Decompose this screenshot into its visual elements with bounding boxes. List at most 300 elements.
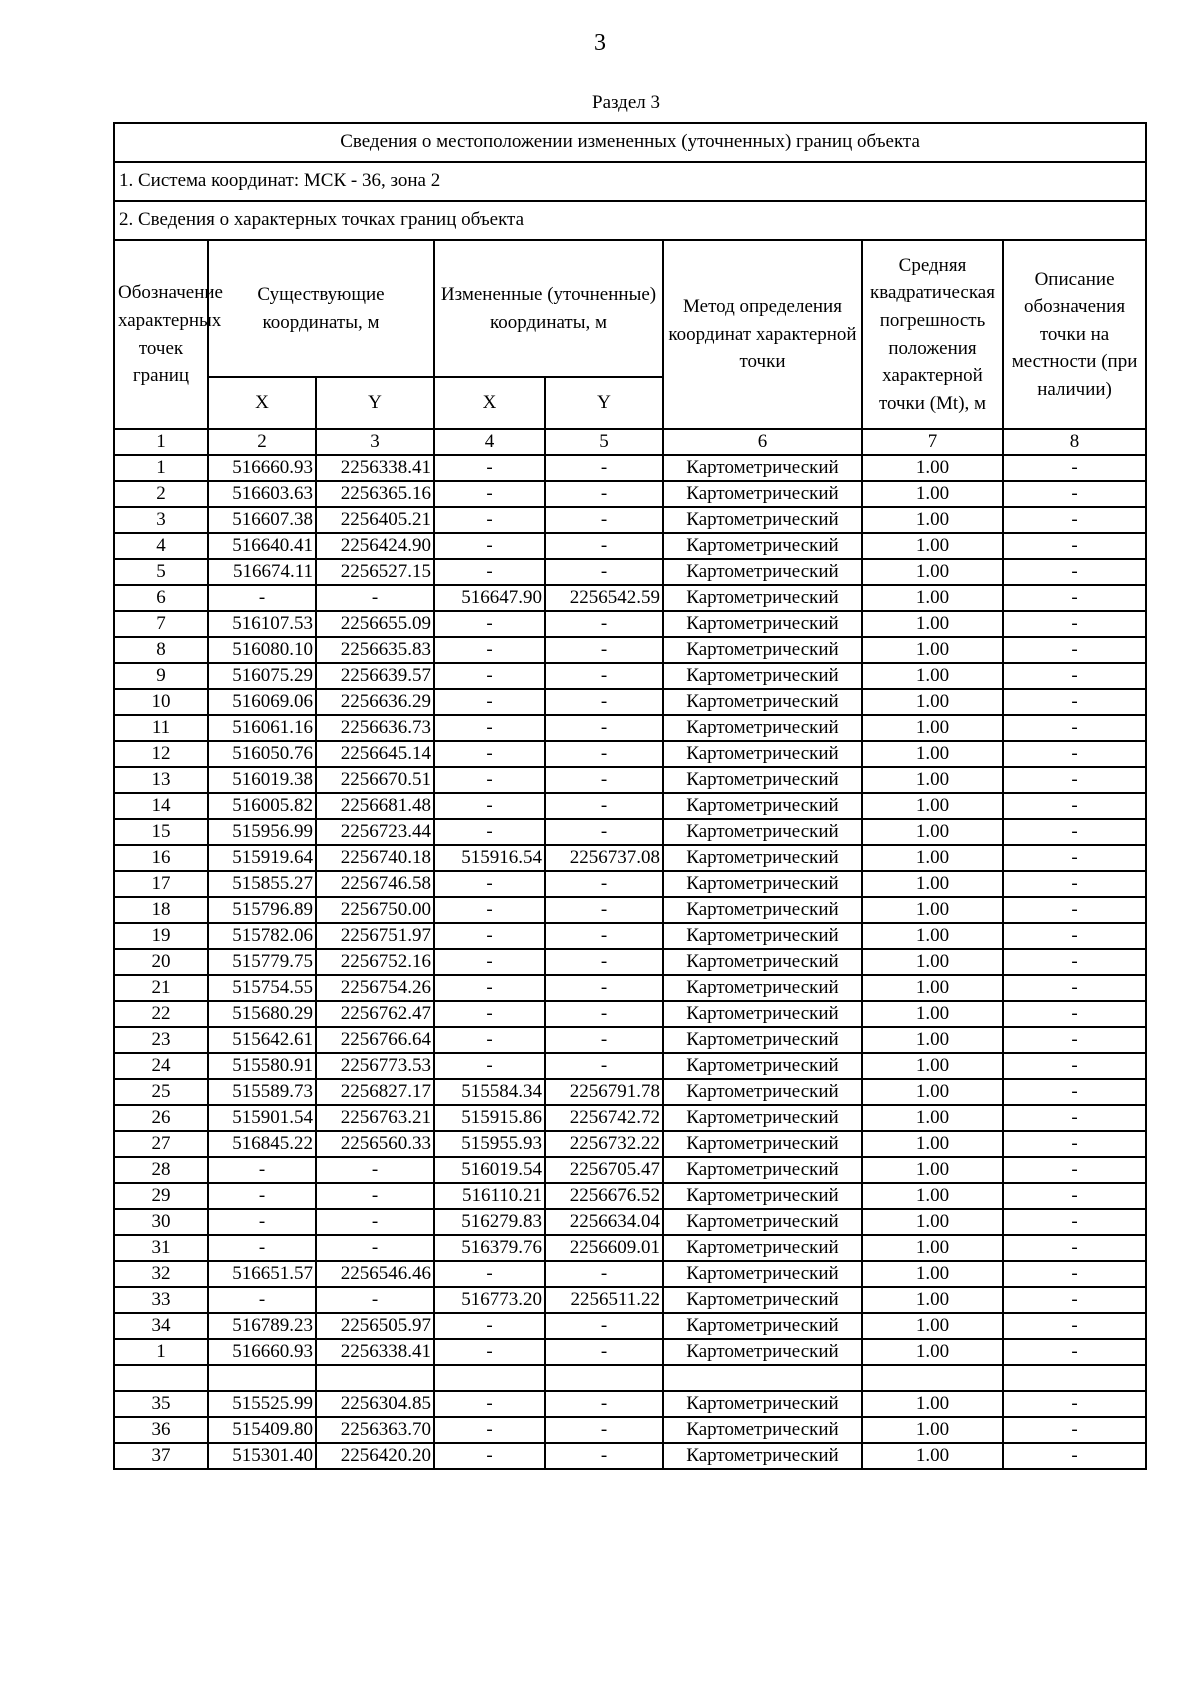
cell-description: -: [1003, 1417, 1146, 1443]
table-row: [114, 793, 1146, 819]
table-row: [114, 559, 1146, 585]
cell-error: 1.00: [862, 481, 1003, 507]
cell-existing-y: 2256304.85: [316, 1391, 434, 1417]
table-row: [114, 507, 1146, 533]
cell-point-id: 29: [114, 1183, 208, 1209]
cell-description: -: [1003, 1443, 1146, 1469]
header-existing-x: X: [208, 377, 316, 429]
cell-error: 1.00: [862, 767, 1003, 793]
cell-method: Картометрический: [663, 897, 862, 923]
cell-error: 1.00: [862, 1053, 1003, 1079]
cell-changed-x: 516019.54: [434, 1157, 545, 1183]
table-title: Сведения о местоположении измененных (уточненных) границ объекта: [114, 123, 1146, 162]
cell-description: -: [1003, 637, 1146, 663]
cell-changed-y: [545, 1365, 663, 1391]
header-existing-y: Y: [316, 377, 434, 429]
cell-changed-y: -: [545, 923, 663, 949]
cell-changed-x: -: [434, 637, 545, 663]
table-row: [114, 663, 1146, 689]
cell-existing-y: 2256527.15: [316, 559, 434, 585]
cell-method: Картометрический: [663, 663, 862, 689]
section-title: Раздел 3: [592, 92, 660, 113]
cell-changed-y: -: [545, 455, 663, 481]
cell-error: 1.00: [862, 1417, 1003, 1443]
cell-existing-y: 2256670.51: [316, 767, 434, 793]
cell-method: Картометрический: [663, 1313, 862, 1339]
table-row: [114, 533, 1146, 559]
cell-existing-x: 516660.93: [208, 1339, 316, 1365]
cell-changed-x: -: [434, 1261, 545, 1287]
cell-error: 1.00: [862, 1235, 1003, 1261]
cell-description: -: [1003, 455, 1146, 481]
cell-point-id: 2: [114, 481, 208, 507]
cell-method: Картометрический: [663, 949, 862, 975]
cell-method: Картометрический: [663, 585, 862, 611]
cell-changed-y: -: [545, 1261, 663, 1287]
coordinate-system: 1. Система координат: МСК - 36, зона 2: [114, 162, 1146, 201]
cell-method: Картометрический: [663, 1079, 862, 1105]
cell-existing-y: 2256363.70: [316, 1417, 434, 1443]
table-row: [114, 1443, 1146, 1469]
table-row: [114, 1313, 1146, 1339]
cell-existing-x: 516080.10: [208, 637, 316, 663]
cell-existing-y: 2256827.17: [316, 1079, 434, 1105]
column-number: 7: [862, 429, 1003, 455]
cell-existing-y: [316, 1365, 434, 1391]
cell-method: Картометрический: [663, 455, 862, 481]
cell-existing-x: 515525.99: [208, 1391, 316, 1417]
cell-method: Картометрический: [663, 1001, 862, 1027]
cell-description: -: [1003, 819, 1146, 845]
cell-error: 1.00: [862, 1157, 1003, 1183]
cell-existing-x: 516061.16: [208, 715, 316, 741]
cell-error: 1.00: [862, 533, 1003, 559]
cell-existing-x: 515580.91: [208, 1053, 316, 1079]
cell-existing-y: 2256763.21: [316, 1105, 434, 1131]
cell-changed-y: -: [545, 1313, 663, 1339]
cell-existing-y: 2256754.26: [316, 975, 434, 1001]
cell-existing-y: 2256681.48: [316, 793, 434, 819]
cell-error: 1.00: [862, 871, 1003, 897]
cell-existing-x: -: [208, 1183, 316, 1209]
cell-description: -: [1003, 559, 1146, 585]
cell-point-id: 31: [114, 1235, 208, 1261]
cell-existing-y: 2256338.41: [316, 455, 434, 481]
cell-point-id: 14: [114, 793, 208, 819]
cell-changed-y: -: [545, 1443, 663, 1469]
cell-changed-x: 515915.86: [434, 1105, 545, 1131]
cell-existing-x: 516660.93: [208, 455, 316, 481]
cell-method: Картометрический: [663, 1209, 862, 1235]
cell-changed-x: 516110.21: [434, 1183, 545, 1209]
cell-changed-x: -: [434, 559, 545, 585]
cell-changed-x: -: [434, 949, 545, 975]
table-row: [114, 1053, 1146, 1079]
cell-description: -: [1003, 767, 1146, 793]
cell-changed-y: -: [545, 793, 663, 819]
table-row: [114, 715, 1146, 741]
cell-error: 1.00: [862, 715, 1003, 741]
table-row: [114, 637, 1146, 663]
cell-description: -: [1003, 1131, 1146, 1157]
cell-existing-x: [208, 1365, 316, 1391]
cell-description: -: [1003, 507, 1146, 533]
cell-existing-x: -: [208, 1209, 316, 1235]
cell-error: 1.00: [862, 1287, 1003, 1313]
cell-method: Картометрический: [663, 1443, 862, 1469]
cell-existing-y: 2256751.97: [316, 923, 434, 949]
cell-error: 1.00: [862, 1001, 1003, 1027]
cell-existing-y: 2256740.18: [316, 845, 434, 871]
cell-point-id: 9: [114, 663, 208, 689]
cell-method: Картометрический: [663, 1235, 862, 1261]
header-error: Средняя квадратическая погрешность положения характерной точки (Mt), м: [862, 240, 1003, 429]
cell-changed-y: 2256742.72: [545, 1105, 663, 1131]
cell-existing-x: 515642.61: [208, 1027, 316, 1053]
cell-method: Картометрический: [663, 1339, 862, 1365]
cell-method: Картометрический: [663, 637, 862, 663]
cell-existing-y: 2256636.29: [316, 689, 434, 715]
cell-existing-y: 2256338.41: [316, 1339, 434, 1365]
table-row: [114, 1391, 1146, 1417]
table-row: [114, 1079, 1146, 1105]
cell-existing-x: 516005.82: [208, 793, 316, 819]
cell-existing-x: 515409.80: [208, 1417, 316, 1443]
cell-existing-y: 2256560.33: [316, 1131, 434, 1157]
table-row: [114, 975, 1146, 1001]
table-row: [114, 1339, 1146, 1365]
cell-changed-x: -: [434, 1313, 545, 1339]
cell-description: -: [1003, 741, 1146, 767]
cell-description: -: [1003, 1157, 1146, 1183]
table-row: [114, 1287, 1146, 1313]
cell-changed-x: 516647.90: [434, 585, 545, 611]
cell-description: -: [1003, 611, 1146, 637]
cell-changed-x: -: [434, 1001, 545, 1027]
page-number: 3: [594, 30, 606, 56]
cell-existing-y: -: [316, 1287, 434, 1313]
table-row: [114, 455, 1146, 481]
cell-method: Картометрический: [663, 975, 862, 1001]
cell-error: 1.00: [862, 1131, 1003, 1157]
cell-changed-x: -: [434, 533, 545, 559]
cell-point-id: 32: [114, 1261, 208, 1287]
cell-changed-x: -: [434, 1053, 545, 1079]
column-number: 5: [545, 429, 663, 455]
cell-description: -: [1003, 1391, 1146, 1417]
cell-changed-x: 515916.54: [434, 845, 545, 871]
table-row: [114, 481, 1146, 507]
cell-error: 1.00: [862, 1339, 1003, 1365]
cell-changed-y: -: [545, 1391, 663, 1417]
cell-existing-y: 2256645.14: [316, 741, 434, 767]
cell-description: -: [1003, 663, 1146, 689]
cell-error: 1.00: [862, 897, 1003, 923]
cell-point-id: 36: [114, 1417, 208, 1443]
cell-existing-x: 515779.75: [208, 949, 316, 975]
cell-existing-x: 516607.38: [208, 507, 316, 533]
table-row: [114, 1183, 1146, 1209]
cell-method: Картометрический: [663, 819, 862, 845]
cell-method: Картометрический: [663, 741, 862, 767]
table-row: [114, 845, 1146, 871]
cell-changed-x: -: [434, 481, 545, 507]
cell-point-id: 12: [114, 741, 208, 767]
cell-method: Картометрический: [663, 533, 862, 559]
cell-point-id: 20: [114, 949, 208, 975]
cell-method: Картометрический: [663, 1183, 862, 1209]
cell-point-id: 23: [114, 1027, 208, 1053]
cell-point-id: 7: [114, 611, 208, 637]
cell-existing-x: 516019.38: [208, 767, 316, 793]
cell-description: [1003, 1365, 1146, 1391]
cell-method: Картометрический: [663, 507, 862, 533]
cell-changed-y: -: [545, 689, 663, 715]
table-row: [114, 897, 1146, 923]
cell-point-id: 15: [114, 819, 208, 845]
header-description: Описание обозначения точки на местности (при наличии): [1003, 240, 1146, 429]
cell-changed-x: -: [434, 689, 545, 715]
cell-changed-x: [434, 1365, 545, 1391]
cell-method: Картометрический: [663, 1261, 862, 1287]
cell-existing-x: 516603.63: [208, 481, 316, 507]
cell-error: 1.00: [862, 637, 1003, 663]
cell-error: 1.00: [862, 1261, 1003, 1287]
cell-changed-y: -: [545, 871, 663, 897]
cell-point-id: [114, 1365, 208, 1391]
cell-description: -: [1003, 1235, 1146, 1261]
cell-existing-y: 2256655.09: [316, 611, 434, 637]
cell-point-id: 5: [114, 559, 208, 585]
cell-point-id: 11: [114, 715, 208, 741]
cell-method: Картометрический: [663, 559, 862, 585]
cell-method: Картометрический: [663, 1053, 862, 1079]
cell-method: Картометрический: [663, 1157, 862, 1183]
column-number: 6: [663, 429, 862, 455]
cell-description: -: [1003, 1339, 1146, 1365]
cell-changed-y: -: [545, 611, 663, 637]
cell-changed-y: 2256511.22: [545, 1287, 663, 1313]
cell-existing-y: 2256723.44: [316, 819, 434, 845]
cell-description: -: [1003, 715, 1146, 741]
cell-method: Картометрический: [663, 923, 862, 949]
cell-description: -: [1003, 1209, 1146, 1235]
cell-changed-y: -: [545, 975, 663, 1001]
cell-changed-y: -: [545, 819, 663, 845]
cell-existing-x: -: [208, 1235, 316, 1261]
cell-point-id: 26: [114, 1105, 208, 1131]
cell-point-id: 16: [114, 845, 208, 871]
table-row: [114, 767, 1146, 793]
cell-changed-x: -: [434, 1391, 545, 1417]
cell-changed-y: -: [545, 741, 663, 767]
cell-existing-y: 2256546.46: [316, 1261, 434, 1287]
cell-existing-x: 515589.73: [208, 1079, 316, 1105]
cell-existing-y: 2256762.47: [316, 1001, 434, 1027]
cell-description: -: [1003, 1027, 1146, 1053]
cell-existing-y: 2256766.64: [316, 1027, 434, 1053]
cell-description: -: [1003, 1261, 1146, 1287]
column-number: 4: [434, 429, 545, 455]
cell-existing-y: 2256405.21: [316, 507, 434, 533]
cell-point-id: 19: [114, 923, 208, 949]
table-row: [114, 611, 1146, 637]
cell-existing-y: 2256746.58: [316, 871, 434, 897]
cell-point-id: 21: [114, 975, 208, 1001]
cell-changed-x: -: [434, 871, 545, 897]
cell-description: -: [1003, 1079, 1146, 1105]
cell-changed-x: 515584.34: [434, 1079, 545, 1105]
cell-existing-y: 2256424.90: [316, 533, 434, 559]
cell-existing-x: 515754.55: [208, 975, 316, 1001]
cell-error: 1.00: [862, 1027, 1003, 1053]
cell-description: -: [1003, 871, 1146, 897]
cell-description: -: [1003, 793, 1146, 819]
cell-point-id: 18: [114, 897, 208, 923]
cell-description: -: [1003, 975, 1146, 1001]
cell-existing-x: 516640.41: [208, 533, 316, 559]
table-row: [114, 1235, 1146, 1261]
cell-existing-x: 516069.06: [208, 689, 316, 715]
table-row: [114, 585, 1146, 611]
cell-error: 1.00: [862, 1443, 1003, 1469]
cell-changed-y: 2256791.78: [545, 1079, 663, 1105]
cell-error: 1.00: [862, 1391, 1003, 1417]
table-row: [114, 819, 1146, 845]
cell-error: 1.00: [862, 507, 1003, 533]
cell-changed-y: 2256737.08: [545, 845, 663, 871]
cell-changed-x: -: [434, 1027, 545, 1053]
cell-error: [862, 1365, 1003, 1391]
cell-changed-x: -: [434, 1443, 545, 1469]
cell-point-id: 8: [114, 637, 208, 663]
cell-error: 1.00: [862, 689, 1003, 715]
table-row: [114, 1365, 1146, 1391]
cell-changed-y: -: [545, 507, 663, 533]
cell-point-id: 30: [114, 1209, 208, 1235]
cell-point-id: 6: [114, 585, 208, 611]
cell-changed-y: 2256542.59: [545, 585, 663, 611]
header-changed-coordinates: Измененные (уточненные) координаты, м: [434, 240, 663, 377]
cell-error: 1.00: [862, 1079, 1003, 1105]
cell-existing-x: 515680.29: [208, 1001, 316, 1027]
cell-existing-x: 516075.29: [208, 663, 316, 689]
cell-changed-y: -: [545, 715, 663, 741]
cell-method: Картометрический: [663, 871, 862, 897]
cell-changed-x: -: [434, 741, 545, 767]
cell-changed-x: -: [434, 767, 545, 793]
table-row: [114, 949, 1146, 975]
cell-existing-y: -: [316, 1183, 434, 1209]
cell-existing-x: 515901.54: [208, 1105, 316, 1131]
cell-existing-x: 515919.64: [208, 845, 316, 871]
cell-error: 1.00: [862, 949, 1003, 975]
cell-error: 1.00: [862, 611, 1003, 637]
cell-existing-x: 515782.06: [208, 923, 316, 949]
cell-method: Картометрический: [663, 715, 862, 741]
cell-method: Картометрический: [663, 689, 862, 715]
cell-existing-y: -: [316, 1209, 434, 1235]
cell-existing-x: -: [208, 585, 316, 611]
cell-error: 1.00: [862, 923, 1003, 949]
cell-changed-y: 2256676.52: [545, 1183, 663, 1209]
cell-existing-x: 515855.27: [208, 871, 316, 897]
header-existing-coordinates: Существующие координаты, м: [208, 240, 434, 377]
cell-method: [663, 1365, 862, 1391]
cell-changed-x: -: [434, 923, 545, 949]
cell-error: 1.00: [862, 741, 1003, 767]
table-row: [114, 923, 1146, 949]
cell-error: 1.00: [862, 585, 1003, 611]
cell-existing-y: -: [316, 1157, 434, 1183]
cell-changed-y: 2256634.04: [545, 1209, 663, 1235]
cell-existing-x: 516845.22: [208, 1131, 316, 1157]
cell-error: 1.00: [862, 793, 1003, 819]
cell-error: 1.00: [862, 1313, 1003, 1339]
cell-existing-y: 2256750.00: [316, 897, 434, 923]
cell-method: Картометрический: [663, 793, 862, 819]
cell-error: 1.00: [862, 975, 1003, 1001]
cell-existing-x: 515301.40: [208, 1443, 316, 1469]
cell-error: 1.00: [862, 455, 1003, 481]
table-row: [114, 1417, 1146, 1443]
column-number: 3: [316, 429, 434, 455]
cell-error: 1.00: [862, 559, 1003, 585]
cell-changed-y: 2256609.01: [545, 1235, 663, 1261]
cell-error: 1.00: [862, 1209, 1003, 1235]
cell-point-id: 1: [114, 455, 208, 481]
table-row: [114, 1027, 1146, 1053]
table-row: [114, 1131, 1146, 1157]
cell-changed-x: 516773.20: [434, 1287, 545, 1313]
cell-changed-y: -: [545, 1001, 663, 1027]
cell-description: -: [1003, 1053, 1146, 1079]
cell-point-id: 34: [114, 1313, 208, 1339]
cell-changed-x: -: [434, 819, 545, 845]
cell-method: Картометрический: [663, 845, 862, 871]
cell-existing-y: 2256639.57: [316, 663, 434, 689]
cell-method: Картометрический: [663, 1287, 862, 1313]
cell-point-id: 17: [114, 871, 208, 897]
cell-existing-x: -: [208, 1157, 316, 1183]
table-row: [114, 689, 1146, 715]
cell-existing-y: -: [316, 585, 434, 611]
header-point: Обозначение характерных точек границ: [114, 240, 208, 429]
cell-changed-y: -: [545, 533, 663, 559]
header-method: Метод определения координат характерной точки: [663, 240, 862, 429]
cell-existing-y: 2256773.53: [316, 1053, 434, 1079]
cell-method: Картометрический: [663, 481, 862, 507]
cell-error: 1.00: [862, 663, 1003, 689]
cell-changed-y: -: [545, 1339, 663, 1365]
cell-existing-x: 516789.23: [208, 1313, 316, 1339]
boundary-points-table: [113, 122, 1147, 1470]
table-row: [114, 1001, 1146, 1027]
column-number: 2: [208, 429, 316, 455]
cell-description: -: [1003, 1001, 1146, 1027]
cell-changed-y: -: [545, 559, 663, 585]
cell-changed-x: -: [434, 507, 545, 533]
cell-changed-y: -: [545, 1027, 663, 1053]
cell-description: -: [1003, 1287, 1146, 1313]
cell-point-id: 33: [114, 1287, 208, 1313]
cell-point-id: 37: [114, 1443, 208, 1469]
cell-existing-y: 2256420.20: [316, 1443, 434, 1469]
cell-changed-x: -: [434, 793, 545, 819]
cell-existing-y: 2256752.16: [316, 949, 434, 975]
cell-changed-y: -: [545, 637, 663, 663]
cell-changed-x: 516279.83: [434, 1209, 545, 1235]
